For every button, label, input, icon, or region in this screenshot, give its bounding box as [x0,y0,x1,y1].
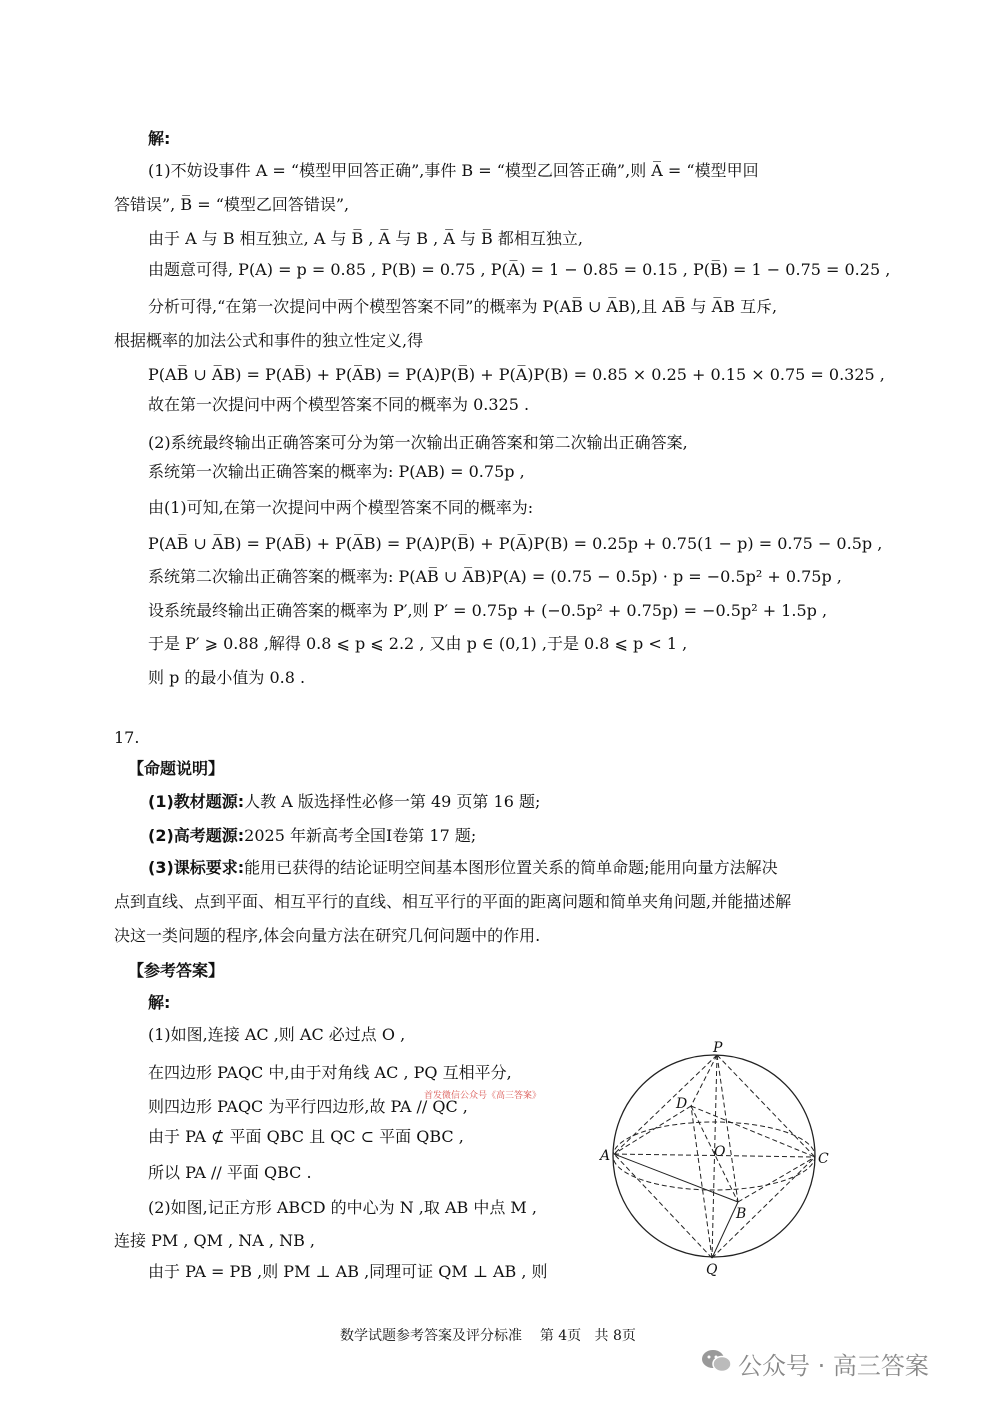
label-P: P [713,1040,723,1056]
question-number: 17. [114,728,140,747]
footer-page: 第 4页 [539,1328,582,1344]
text-line: 答错误”, B̅ = “模型乙回答错误”, [114,195,350,214]
solution-heading: 解: [148,993,171,1012]
text-line: (1)如图,连接 AC ,则 AC 必过点 O , [148,1025,406,1044]
text-line: (2)系统最终输出正确答案可分为第一次输出正确答案和第二次输出正确答案, [148,433,688,452]
source-text: 2025 年新高考全国Ⅰ卷第 17 题; [244,826,477,845]
edge-QC [712,1157,815,1258]
section-title: 【命题说明】 [128,759,225,778]
footer-title: 数学试题参考答案及评分标准 [340,1328,522,1344]
edge-QB [712,1202,738,1258]
text-line: (2)如图,记正方形 ABCD 的中心为 N ,取 AB 中点 M , [148,1198,537,1217]
source-text: 能用已获得的结论证明空间基本图形位置关系的简单命题;能用向量方法解决 [244,858,778,877]
text-line: 由(1)可知,在第一次提问中两个模型答案不同的概率为: [148,498,534,517]
source-label: (1)教材题源: [148,792,245,811]
text-line: 点到直线、点到平面、相互平行的直线、相互平行的平面的距离问题和简单夹角问题,并能描述解 [114,892,792,911]
footer [340,1325,636,1345]
text-line: 连接 PM , QM , NA , NB , [114,1231,315,1250]
watermark-text: 首发微信公众号《高三答案》 [424,1091,542,1101]
source-label: (2)高考题源: [148,826,245,845]
text-line: 于是 P′ ⩾ 0.88 ,解得 0.8 ⩽ p ⩽ 2.2 , 又由 p ∈ (0,1) ,于是 0.8 ⩽ p < 1 , [148,634,688,653]
text-line: 故在第一次提问中两个模型答案不同的概率为 0.325 . [148,395,530,414]
text-line: 由于 A 与 B 相互独立, A 与 B̅ , A̅ 与 B , A̅ 与 B̅ 都相互独立, [148,229,583,248]
text-line: 系统第一次输出正确答案的概率为: P(AB) = 0.75p , [148,462,525,481]
wechat-icon [700,1346,734,1376]
text-line: 在四边形 PAQC 中,由于对角线 AC , PQ 互相平分, [148,1063,512,1082]
label-D: D [676,1096,688,1112]
edge-AB [614,1154,738,1202]
formula-line: P(AB̅ ∪ A̅B) = P(AB̅) + P(A̅B) = P(A)P(B̅) + P(A̅)P(B) = 0.25p + 0.75(1 − p) = 0.75 − 0.5p , [148,534,883,553]
source-line [148,857,778,879]
footer-total: 共 8页 [594,1328,636,1344]
label-O: O [714,1144,726,1160]
edge-QA [614,1154,712,1258]
text-line: 决这一类问题的程序,体会向量方法在研究几何问题中的作用. [114,926,541,945]
edge-DA [614,1106,691,1154]
text-line: (1)不妨设事件 A = “模型甲回答正确”,事件 B = “模型乙回答正确”,则 A̅ = “模型甲回 [148,161,759,180]
source-line [148,791,540,813]
edge-DC [691,1106,815,1157]
edge-PD [691,1055,717,1106]
section-title: 【参考答案】 [128,961,225,980]
formula-line: P(AB̅ ∪ A̅B) = P(AB̅) + P(A̅B) = P(A)P(B̅) + P(A̅)P(B) = 0.85 × 0.25 + 0.15 × 0.75 = 0.325 , [148,365,885,384]
source-text: 人教 A 版选择性必修一第 49 页第 16 题; [244,792,541,811]
text-line: 则四边形 PAQC 为平行四边形,故 PA // QC , [148,1097,468,1116]
brand-text: 公众号 · 高三答案 [738,1352,929,1380]
text-line: 由于 PA = PB ,则 PM ⊥ AB ,同理可证 QM ⊥ AB , 则 [148,1262,548,1281]
text-line: 系统第二次输出正确答案的概率为: P(AB̅ ∪ A̅B)P(A) = (0.75 − 0.5p) · p = −0.5p² + 0.75p , [148,567,842,586]
label-Q: Q [706,1262,718,1276]
source-line [148,825,476,847]
solution-heading: 解: [148,129,171,148]
source-label: (3)课标要求: [148,858,245,877]
label-B: B [736,1206,747,1222]
text-line: 由于 PA ⊄ 平面 QBC 且 QC ⊂ 平面 QBC , [148,1127,464,1146]
sphere-figure [596,1036,846,1276]
text-line: 所以 PA // 平面 QBC . [148,1163,312,1182]
text-line: 分析可得,“在第一次提问中两个模型答案不同”的概率为 P(AB̅ ∪ A̅B),且 AB̅ 与 A̅B 互斥, [148,297,778,316]
label-C: C [818,1151,829,1167]
edge-PC [717,1055,815,1157]
text-line: 根据概率的加法公式和事件的独立性定义,得 [114,331,424,350]
edge-PA [614,1055,717,1154]
text-line: 则 p 的最小值为 0.8 . [148,668,306,687]
text-line: 设系统最终输出正确答案的概率为 P′,则 P′ = 0.75p + (−0.5p² + 0.75p) = −0.5p² + 1.5p , [148,601,828,620]
edge-QD [691,1106,712,1258]
text-line: 由题意可得, P(A) = p = 0.85 , P(B) = 0.75 , P(A̅) = 1 − 0.85 = 0.15 , P(B̅) = 1 − 0.75 = 0.25 , [148,260,891,279]
label-A: A [600,1148,611,1164]
